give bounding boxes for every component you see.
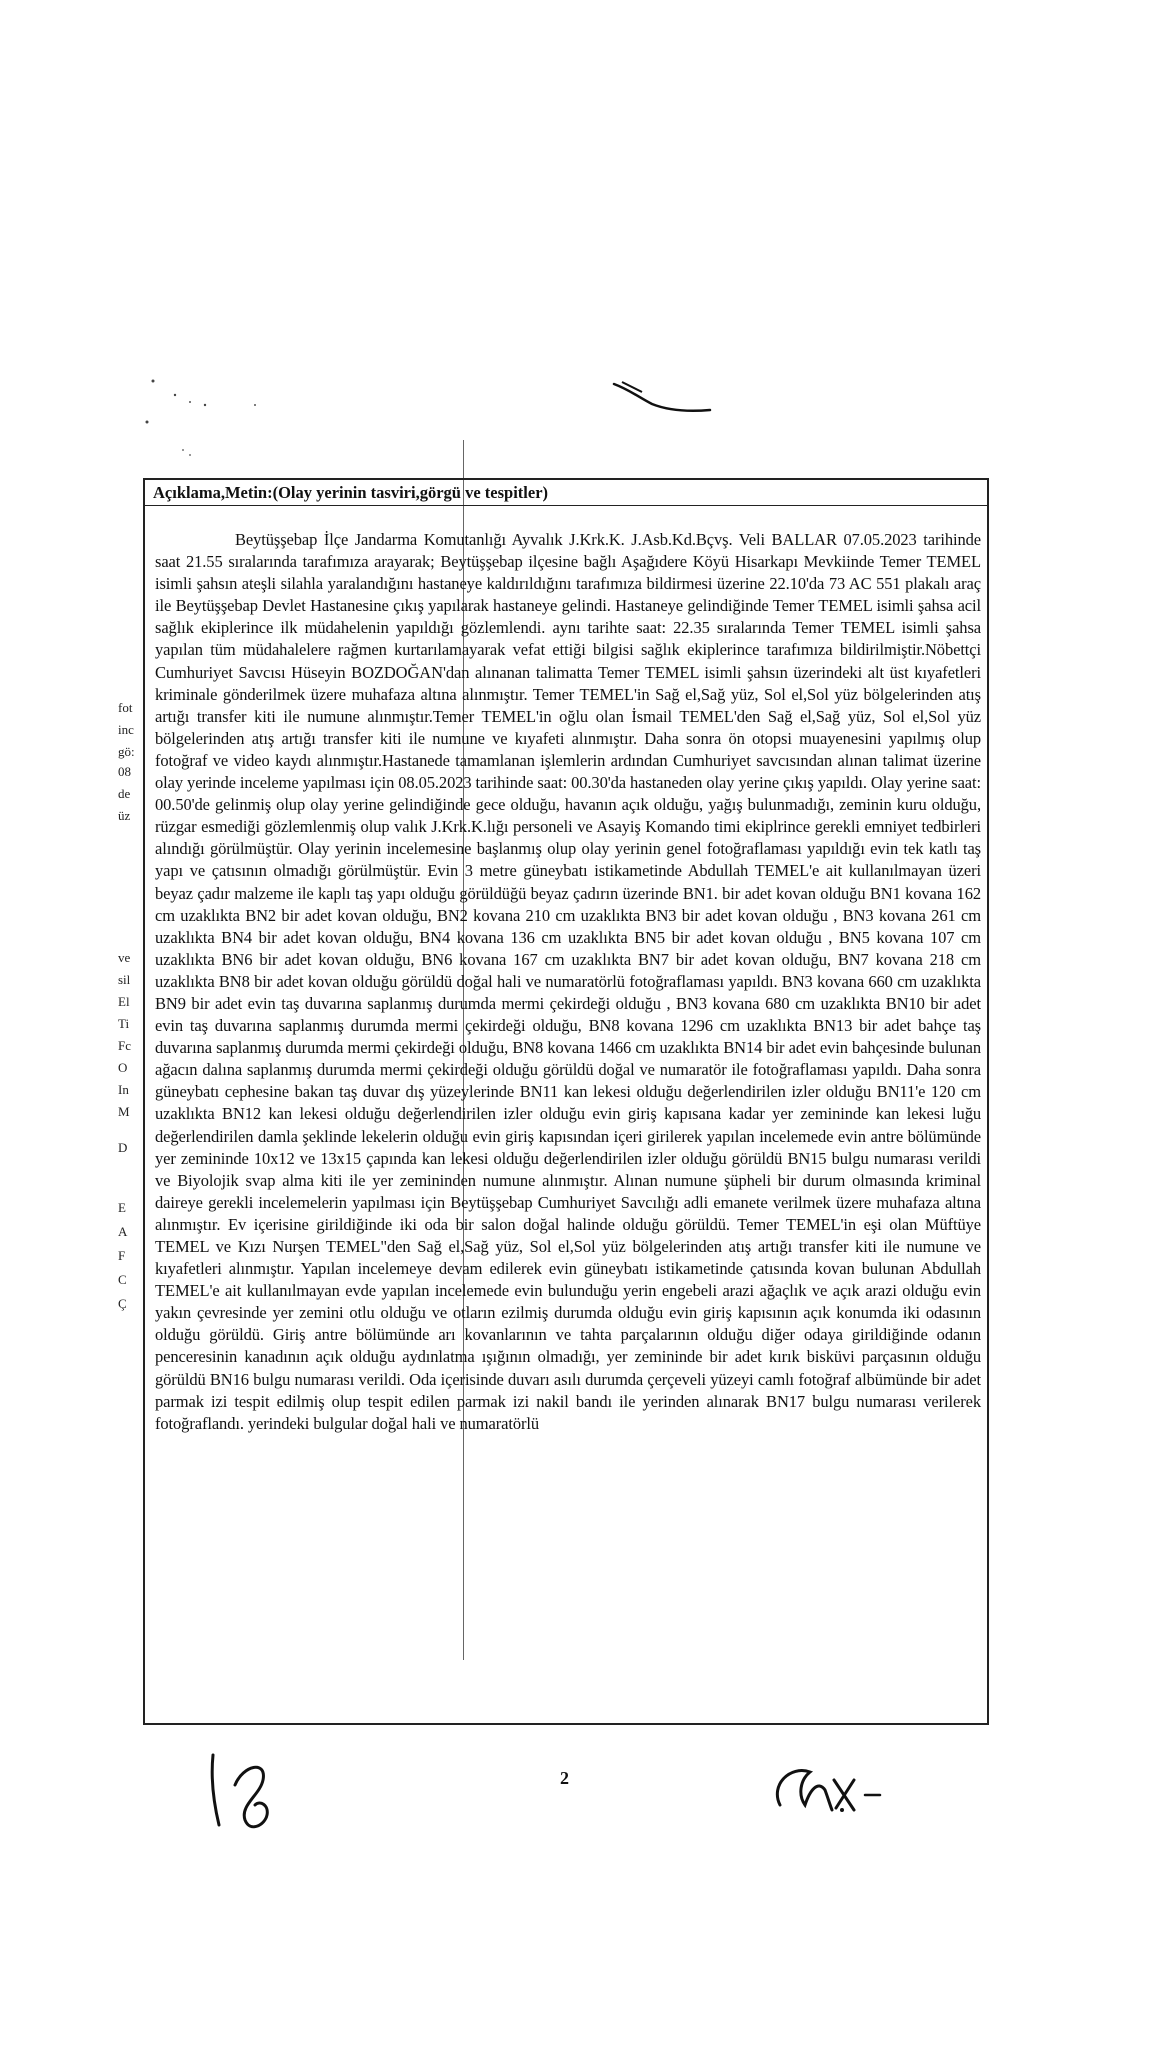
margin-fragment: gö: [118, 744, 135, 759]
page-number: 2 [560, 1768, 569, 1788]
margin-fragment: Fc [118, 1038, 131, 1053]
signature-left [205, 1745, 300, 1840]
margin-fragment: sil [118, 972, 131, 987]
margin-fragment: F [118, 1248, 126, 1263]
margin-fragment: 08 [118, 764, 131, 779]
margin-fragment: ve [118, 950, 131, 965]
margin-fragment: A [118, 1224, 128, 1239]
handwritten-stroke [612, 380, 712, 420]
scan-specks [145, 375, 265, 475]
report-header [145, 480, 987, 506]
margin-fragment: D [118, 1140, 128, 1155]
margin-fragment: fot [118, 700, 133, 715]
margin-fragment: El [118, 994, 130, 1009]
margin-fragment: O [118, 1060, 128, 1075]
margin-fragment: Ti [118, 1016, 130, 1031]
margin-fragment: In [118, 1082, 129, 1097]
report-frame [143, 478, 989, 1725]
margin-fragment: M [118, 1104, 130, 1119]
margin-fragment: E [118, 1200, 126, 1215]
margin-fragment: C [118, 1272, 127, 1287]
margin-fragment: inc [118, 722, 134, 737]
margin-fragment: üz [118, 808, 131, 823]
header-title: Açıklama,Metin:(Olay yerinin tasviri,görgü ve tespitler) [153, 483, 549, 502]
margin-fragment: de [118, 786, 131, 801]
report-body-text: Beytüşşebap İlçe Jandarma Komutanlığı Ayvalık J.Krk.K. J.Asb.Kd.Bçvş. Veli BALLAR 07.05.2023 tarihinde saat 21.55 sıralarında tarafımıza arayarak; Beytüşşebap ilçesine bağlı Aşağıdere Köyü Hisarkapı Mevkiinde Temer TEMEL isimli şahsın ateşli silahla yaralandığını hastaneye kaldırıldığını tarafımıza bildirmesi üzerine 22.10'da 73 AC 551 plakalı araç ile Beytüşşebap Devlet Hastanesine çıkış yapılarak hastaneye gelindi. Hastaneye gelindiğinde Temer TEMEL isimli şahsa acil sağlık ekiplerince ilk müdahelenin yapıldığı gözlemlendi. aynı tarihte saat: 22.35 sıralarında Temer TEMEL isimli şahsa yapılan tüm müdahalelere rağmen kurtarılamayarak vefat ettiği bilgisi sağlık ekiplerince tarafımıza bildirilmiştir.Nöbettçi Cumhuriyet Savcısı Hüseyin BOZDOĞAN'dan alınanan talimatta Temer TEMEL isimli şahsın üzerindeki alt üst kıyafetleri kriminale gönderilmek üzere muhafaza altına alınmıştır. Temer TEMEL'in Sağ el,Sağ yüz, Sol el,Sol yüz bölgelerinden atış artığı transfer kiti ile numune alınmıştır.Temer TEMEL'in oğlu olan İsmail TEMEL'den Sağ el,Sağ yüz, Sol el,Sol yüz bölgelerinden atış artığı transfer kiti ile numune ve kıyafeti alınmıştır. Daha sonra ön otopsi muayenesini yapılmış olup fotoğraf ve video kaydı alınmıştır.Hastanede tamamlanan işlemlerin ardından Cumhuriyet savcısından alınan talimat üzerine olay yerinde inceleme yapılması için 08.05.2023 tarihinde saat: 00.30'da hastaneden olay yerine çıkış yapıldı. Olay yerine saat: 00.50'de gelinmiş olup olay yerine gelindiğinde gece olduğu, havanın açık olduğu, yağış bulunmadığı, zeminin kuru olduğu, rüzgar esmediği gözlemlenmiş olup valık J.Krk.K.lığı personeli ve Asayiş Komando timi ekiplrince gerekli emniyet tedbirleri alındığı görülmüştür. Olay yerinin incelemesine başlanmış olup olay yerinin genel fotoğraflaması yapıldığı evin tek katlı taş yapı ve çatısının olmadığı görülmüştür. Evin 3 metre güneybatı istikametinde Abdullah TEMEL'e ait kullanılmayan üzeri beyaz çadır malzeme ile kaplı taş yapı olduğu görüldüğü beyaz çadırın üzerinde BN1. bir adet kovan olduğu BN1 kovana 162 cm uzaklıkta BN2 bir adet kovan olduğu, BN2 kovana 210 cm uzaklıkta BN3 bir adet kovan olduğu , BN3 kovana 261 cm uzaklıkta BN4 bir adet kovan olduğu, BN4 kovana 136 cm uzaklıkta BN5 bir adet kovan olduğu , BN5 kovana 107 cm uzaklıkta BN6 bir adet kovan olduğu, BN6 kovana 167 cm uzaklıkta BN7 bir adet kovan olduğu, BN7 kovana 218 cm uzaklıkta BN8 bir adet kovan olduğu görüldü doğal hali ve numaratörlü fotoğraflaması yapıldı. BN3 kovana 660 cm uzaklıkta BN9 bir adet evin taş duvarına saplanmış durumda mermi çekirdeği olduğu , BN3 kovana 680 cm uzaklıkta BN10 bir adet evin taş duvarına saplanmış durumda mermi çekirdeği olduğu, BN8 kovana 1296 cm uzaklıkta BN13 bir adet bahçe taş duvarına saplanmış durumda mermi çekirdeği olduğu, BN8 kovana 1466 cm uzaklıkta BN14 bir adet evin bahçesinde bulunan ağacın dalına saplanmış durumda mermi çekirdeği olduğu görüldü doğal ve numaratör ile fotoğraflaması yapıldı. Daha sonra güneybatı cephesine bakan taş duvar dış yüzeylerinde BN11 kan lekesi olduğu değerlendirilen izler olduğu BN11'e 120 cm uzaklıkta BN12 kan lekesi olduğu değerlendirilen izler olduğu evin giriş kapısana kadar yer zemininde kan lekesi luğu değerlendirilen damla şeklinde lekelerin olduğu evin giriş kapısından içeri girilerek yapılan incelemede evin antre bölümünde yer zemininde 10x12 ve 13x15 çapında kan lekesi olduğu değerlendirilen izler olduğu görüldü BN15 bulgu numarası verildi ve Biyolojik svap alma kiti ile yer zemininden numune alınmıştır. Alınan numune şüpheli bir durum olmasında kriminal daireye gerekli incelemelerin yapılması için Beytüşşebap Cumhuriyet Savcılığı adli emanete verilmek üzere muhafaza altına alınmıştır. Ev içerisine girildiğinde iki oda bir salon doğal halinde olduğu görüldü. Temer TEMEL'in eşi olan Müftüye TEMEL ve Kızı Nurşen TEMEL"den Sağ el,Sağ yüz, Sol el,Sol yüz bölgelerinden atış artığı transfer kiti ile numune ve kıyafetleri alınmıştır. Yapılan incelemeye devam edilerek evin güneybatı istikametinde çatısında kovan bulunan Abdullah TEMEL'e ait kullanılmayan evde yapılan incelemede evin bulunduğu yerin engebeli arazi ağaçlık ve açık arazi olduğu evin yakın çevresinde yer zemini otlu olduğu ve otların ezilmiş durumda olduğu evin giriş kapısının açık konumda iki odasının olduğu görüldü. Giriş antre bölümünde arı kovanlarının ve tahta parçalarının olduğu diğer odaya girildiğinde odanın penceresinin kanadının açık olduğu aydınlatma ışığının olmadığı, yer zemininde bir adet kırık bisküvi parçasının olduğu görüldü BN16 bulgu numarası verildi. Oda içerisinde duvarı asılı durumda çerçeveli yüzeyi camlı fotoğraf albümünde bir adet parmak izi tespit edilmiş olup tespit edilen parmak izi nakil bandı ile yerinden alınarak BN17 bulgu numarası verilerek fotoğraflandı. yerindeki bulgular doğal hali ve numaratörlü [155, 530, 981, 1433]
signature-right [770, 1760, 890, 1820]
left-margin-fragments [118, 700, 142, 1320]
margin-fragment: Ç [118, 1296, 127, 1311]
